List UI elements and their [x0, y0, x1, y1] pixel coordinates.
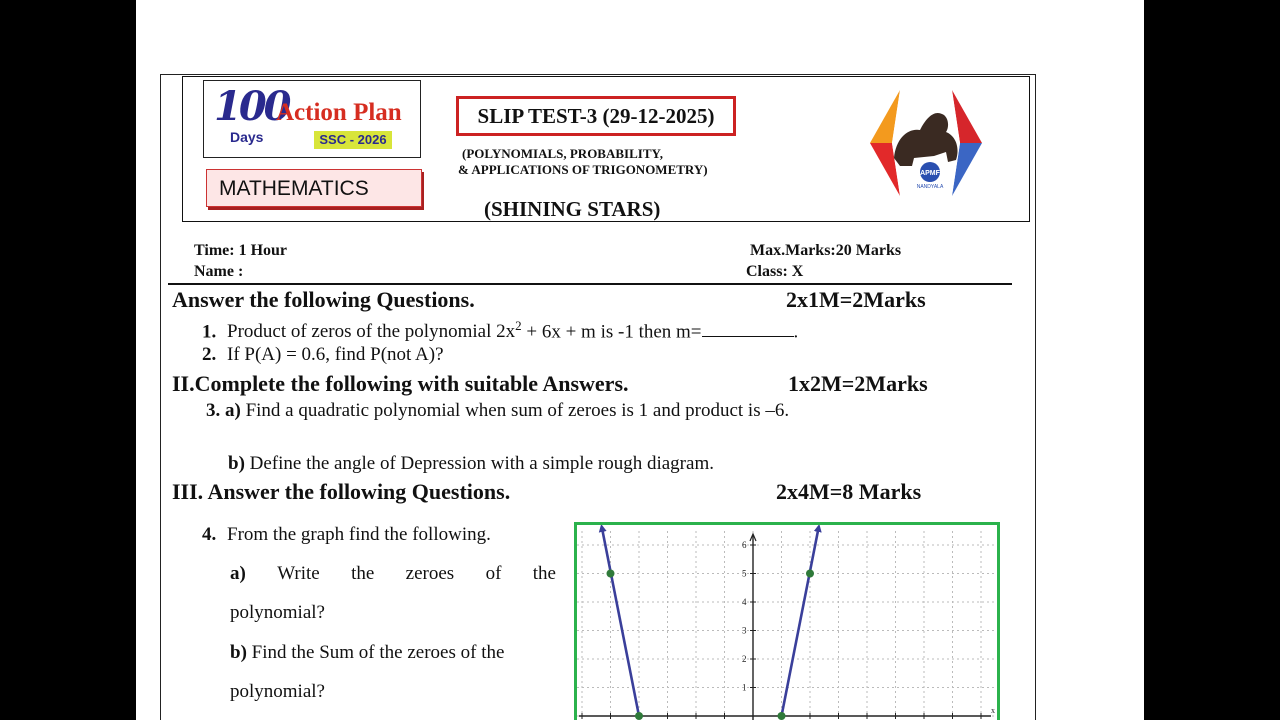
max-marks-label: Max.Marks:20 Marks — [750, 242, 902, 259]
logo-action-plan: Action Plan — [276, 99, 402, 126]
subject-label: MATHEMATICS — [206, 169, 422, 207]
time-label: Time: 1 Hour — [194, 242, 288, 259]
emblem-badge-text: APMF — [920, 170, 940, 177]
q4a-word: Write — [277, 563, 320, 584]
topics-line-2: & APPLICATIONS OF TRIGONOMETRY) — [458, 162, 708, 177]
question-3b — [228, 453, 714, 475]
group-title: (SHINING STARS) — [484, 197, 661, 221]
nandi-emblem-icon — [864, 88, 988, 198]
logo-number: 100 — [214, 83, 289, 130]
q4-number: 4. — [202, 524, 217, 545]
q3a-text: Find a quadratic polynomial when sum of zeroes is 1 and product is –6. — [245, 400, 790, 421]
q3-number: 3. — [206, 400, 221, 421]
q1-text-a: Product of zeros of the polynomial 2x — [227, 321, 516, 343]
q1-exponent: 2 — [515, 318, 522, 333]
q1-number: 1. — [202, 321, 217, 343]
y-tick-label: 1 — [742, 682, 747, 693]
section1-title: Answer the following Questions. — [172, 287, 475, 312]
logo-days: Days — [230, 129, 264, 145]
q4b-text: Find the Sum of the zeroes of the — [251, 642, 505, 663]
topics — [458, 146, 708, 178]
q3b-text: Define the angle of Depression with a simple rough diagram. — [249, 453, 714, 474]
test-title: SLIP TEST-3 (29-12-2025) — [456, 96, 736, 136]
q2-number: 2. — [202, 344, 217, 365]
section1-marks: 2x1M=2Marks — [786, 287, 926, 312]
q1-text-b: + 6x + m is -1 then m= — [521, 321, 702, 343]
q1-answer-blank — [702, 320, 794, 337]
q4a-line — [230, 563, 556, 585]
x-axis-label: x — [991, 706, 995, 715]
q4a-word: of — [485, 563, 502, 584]
question-4b — [230, 642, 504, 664]
divider-line — [168, 283, 1012, 285]
q4a-label: a) — [230, 563, 246, 584]
q4b-continuation: polynomial? — [230, 681, 325, 702]
question-2 — [202, 344, 444, 366]
topics-line-1: (POLYNOMIALS, PROBABILITY, — [462, 146, 663, 161]
y-tick-label: 2 — [742, 654, 747, 664]
question-1 — [202, 318, 798, 343]
q3b-label: b) — [228, 453, 245, 474]
y-tick-label: 6 — [742, 540, 747, 550]
graph-point — [635, 712, 643, 720]
graph-point — [607, 570, 615, 578]
q1-end: . — [793, 321, 799, 343]
question-3a — [206, 400, 789, 422]
y-tick-label: 3 — [742, 625, 747, 636]
logo-ssc: SSC - 2026 — [314, 131, 392, 149]
section2-title: II.Complete the following with suitable Answers. — [172, 371, 629, 396]
q4b-label: b) — [230, 642, 247, 663]
q4-text: From the graph find the following. — [227, 524, 491, 545]
class-label: Class: X — [746, 263, 804, 280]
section3-marks: 2x4M=8 Marks — [776, 479, 922, 504]
name-label: Name : — [194, 263, 244, 280]
question-4 — [202, 524, 491, 546]
y-tick-label: 5 — [742, 568, 747, 579]
polynomial-graph — [577, 525, 997, 720]
worksheet-page — [136, 0, 1144, 720]
q4a-word: the — [532, 563, 556, 584]
q3a-label: a) — [225, 400, 241, 421]
q4a-word: the — [351, 563, 375, 584]
section3-title: III. Answer the following Questions. — [172, 479, 511, 504]
graph-box — [574, 522, 1000, 720]
graph-point — [778, 712, 786, 720]
q2-text: If P(A) = 0.6, find P(not A)? — [227, 344, 444, 365]
emblem-caption: NANDYALA — [916, 184, 944, 190]
q4a-continuation: polynomial? — [230, 602, 325, 623]
y-tick-label: 4 — [742, 597, 747, 607]
graph-point — [806, 570, 814, 578]
action-plan-logo — [203, 80, 421, 158]
q4a-word: zeroes — [405, 563, 455, 584]
section2-marks: 1x2M=2Marks — [788, 371, 928, 396]
